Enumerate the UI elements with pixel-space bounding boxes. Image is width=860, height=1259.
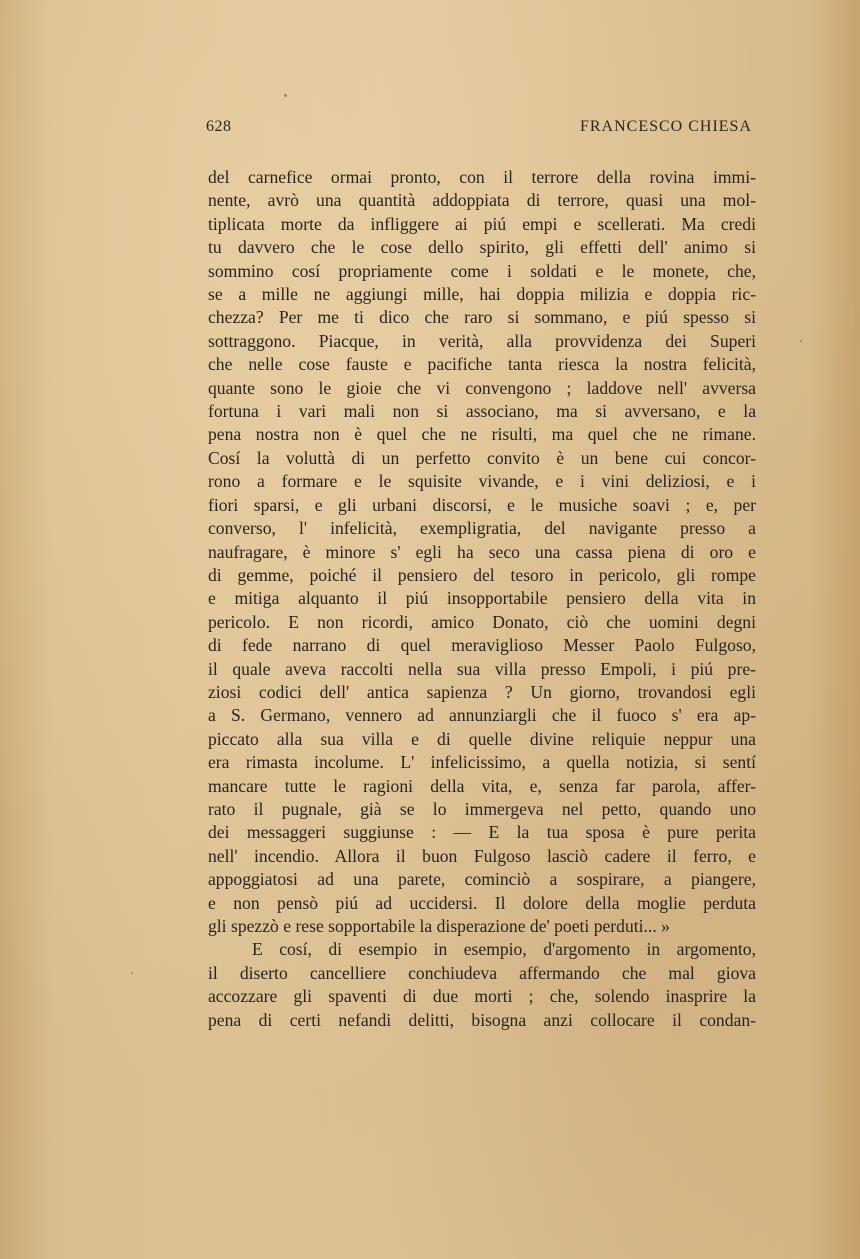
text-line: quante sono le gioie che vi convengono ; laddove nell' avversa (208, 377, 756, 398)
text-line: tu davvero che le cose dello spirito, gli effetti dell' animo si (208, 237, 756, 258)
text-line: a S. Germano, vennero ad annunziargli che il fuoco s' era ap- (208, 705, 756, 726)
text-line: che nelle cose fauste e pacifiche tanta riesca la nostra felicità, (208, 354, 756, 375)
text-line: appoggiatosi ad una parete, cominciò a sospirare, a piangere, (208, 869, 756, 890)
text-line: nente, avrò una quantità addoppiata di terrore, quasi una mol- (208, 190, 756, 211)
text-line: naufragare, è minore s' egli ha seco una cassa piena di oro e (208, 541, 756, 562)
text-line: sommino cosí propriamente come i soldati e le monete, che, (208, 260, 756, 281)
text-line: fortuna i vari mali non si associano, ma si avversano, e la (208, 401, 756, 422)
text-line: se a mille ne aggiungi mille, hai doppia milizia e doppia ric- (208, 284, 756, 305)
text-line: mancare tutte le ragioni della vita, e, senza far parola, affer- (208, 775, 756, 796)
text-line: nell' incendio. Allora il buon Fulgoso lasciò cadere il ferro, e (208, 845, 756, 866)
page-number: 628 (206, 118, 232, 135)
page-header (206, 118, 752, 142)
text-line: E cosí, di esempio in esempio, d'argomento in argomento, (252, 939, 756, 960)
text-line: di gemme, poiché il pensiero del tesoro in pericolo, gli rompe (208, 564, 756, 585)
paper-speck (131, 972, 133, 974)
text-line: pena nostra non è quel che ne risulti, ma quel che ne rimane. (208, 424, 756, 445)
running-head: FRANCESCO CHIESA (579, 118, 752, 135)
text-line: pena di certi nefandi delitti, bisogna anzi collocare il condan- (208, 1009, 756, 1030)
text-line: del carnefice ormai pronto, con il terrore della rovina immi- (208, 167, 756, 187)
text-line: converso, l' infelicità, exempligratia, del navigante presso a (208, 518, 756, 539)
body-text (208, 166, 756, 1032)
text-line: fiori sparsi, e gli urbani discorsi, e le musiche soavi ; e, per (208, 494, 756, 515)
paper-speck (800, 340, 802, 342)
text-line: ziosi codici dell' antica sapienza ? Un giorno, trovandosi egli (208, 681, 756, 702)
text-line: piccato alla sua villa e di quelle divine reliquie neppur una (208, 728, 756, 749)
paper-speck (284, 94, 287, 97)
text-line: il diserto cancelliere conchiudeva affermando che mal giova (208, 962, 756, 983)
text-line: di fede narrano di quel meraviglioso Messer Paolo Fulgoso, (208, 635, 756, 656)
text-line: sottraggono. Piacque, in verità, alla provvidenza dei Superi (208, 330, 756, 351)
text-line: gli spezzò e rese sopportabile la disperazione de' poeti perduti... » (208, 916, 670, 936)
text-line: e non pensò piú ad uccidersi. Il dolore della moglie perduta (208, 892, 756, 913)
text-line: era rimasta incolume. L' infelicissimo, a quella notizia, si sentí (208, 752, 756, 773)
text-line: rono a formare e le squisite vivande, e i vini deliziosi, e i (208, 471, 756, 492)
text-line: pericolo. E non ricordi, amico Donato, ciò che uomini degni (208, 611, 756, 632)
text-line: il quale aveva raccolti nella sua villa presso Empoli, i piú pre- (208, 658, 756, 679)
text-line: chezza? Per me ti dico che raro si sommano, e piú spesso si (208, 307, 756, 328)
text-line: dei messaggeri suggiunse : — E la tua sposa è pure perita (208, 822, 756, 843)
text-line: e mitiga alquanto il piú insopportabile pensiero della vita in (208, 588, 756, 609)
text-line: accozzare gli spaventi di due morti ; che, solendo inasprire la (208, 986, 756, 1007)
text-line: tiplicata morte da infliggere ai piú empi e scellerati. Ma credi (208, 213, 756, 234)
text-line: rato il pugnale, già se lo immergeva nel petto, quando uno (208, 798, 756, 819)
text-line: Cosí la voluttà di un perfetto convito è un bene cui concor- (208, 447, 756, 468)
